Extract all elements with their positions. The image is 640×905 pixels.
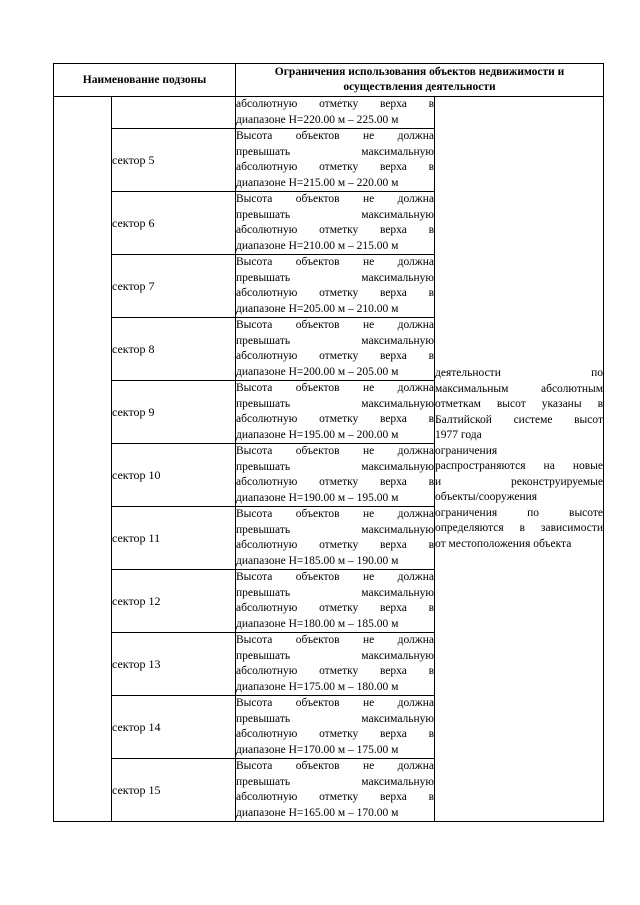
desc-line: Высота объектов не должна	[236, 319, 435, 331]
note-line: распространяются на новые	[435, 460, 604, 472]
desc-line: абсолютную отметку верха в	[236, 98, 435, 110]
header-subzone-name: Наименование подзоны	[54, 64, 236, 97]
sector-name: сектор 10	[112, 444, 236, 507]
desc-line: Высота объектов не должна	[236, 256, 435, 268]
note-line: 1977 года	[435, 429, 482, 441]
merged-left-cell	[54, 97, 112, 822]
sector-name: сектор 15	[112, 759, 236, 822]
note-line: Балтийской системе высот	[435, 413, 604, 426]
sector-name: сектор 9	[112, 381, 236, 444]
desc-line: превышать максимальную	[236, 271, 435, 284]
height-limit-cell	[236, 696, 435, 759]
sector-name: сектор 11	[112, 507, 236, 570]
note-line: ограничения по высоте	[435, 506, 604, 519]
desc-line: диапазоне Н=175.00 м – 180.00 м	[236, 680, 399, 693]
desc-line: диапазоне Н=200.00 м – 205.00 м	[236, 365, 399, 378]
note-line: максимальным абсолютным	[435, 382, 604, 395]
height-limit-cell	[236, 97, 435, 129]
desc-line: Высота объектов не должна	[236, 193, 435, 205]
desc-line: Высота объектов не должна	[236, 634, 435, 646]
height-limit-cell	[236, 507, 435, 570]
desc-line: Высота объектов не должна	[236, 508, 435, 520]
desc-line: диапазоне Н=195.00 м – 200.00 м	[236, 428, 399, 441]
desc-line: превышать максимальную	[236, 460, 435, 473]
height-limit-cell	[236, 255, 435, 318]
desc-line: Высота объектов не должна	[236, 760, 435, 772]
note-line: объекты/сооружения	[435, 491, 538, 503]
desc-line: превышать максимальную	[236, 712, 435, 725]
desc-line: абсолютную отметку верха в	[236, 665, 435, 677]
table-row-continued	[54, 97, 604, 129]
desc-line: Высота объектов не должна	[236, 697, 435, 709]
header-restrictions: Ограничения использования объектов недвижимости и осуществления деятельности	[236, 64, 604, 97]
desc-line: диапазоне Н=170.00 м – 175.00 м	[236, 743, 399, 756]
desc-line: абсолютную отметку верха в	[236, 791, 435, 803]
desc-line: абсолютную отметку верха в	[236, 350, 435, 362]
desc-line: превышать максимальную	[236, 649, 435, 662]
sector-name: сектор 12	[112, 570, 236, 633]
note-line: и реконструируемые	[435, 475, 604, 488]
desc-line: превышать максимальную	[236, 145, 435, 158]
sector-name: сектор 13	[112, 633, 236, 696]
desc-line: превышать максимальную	[236, 523, 435, 536]
desc-line: диапазоне Н=210.00 м – 215.00 м	[236, 239, 399, 252]
desc-line: диапазоне Н=215.00 м – 220.00 м	[236, 176, 399, 189]
desc-line: диапазоне Н=165.00 м – 170.00 м	[236, 806, 399, 819]
note-line: отметкам высот указаны в	[435, 398, 604, 410]
desc-line: превышать максимальную	[236, 208, 435, 221]
desc-line: диапазоне Н=205.00 м – 210.00 м	[236, 302, 399, 315]
desc-line: Высота объектов не должна	[236, 130, 435, 142]
desc-line: диапазоне Н=180.00 м – 185.00 м	[236, 617, 399, 630]
height-limit-cell	[236, 192, 435, 255]
desc-line: абсолютную отметку верха в	[236, 476, 435, 488]
desc-line: превышать максимальную	[236, 334, 435, 347]
desc-line: Высота объектов не должна	[236, 445, 435, 457]
desc-line: диапазоне Н=185.00 м – 190.00 м	[236, 554, 399, 567]
desc-line: абсолютную отметку верха в	[236, 161, 435, 173]
desc-line: абсолютную отметку верха в	[236, 539, 435, 551]
height-limit-cell	[236, 129, 435, 192]
height-limit-cell	[236, 759, 435, 822]
desc-line: абсолютную отметку верха в	[236, 728, 435, 740]
sector-name-cell-empty	[112, 97, 236, 129]
note-line: определяются в зависимости	[435, 522, 604, 534]
sector-name: сектор 7	[112, 255, 236, 318]
desc-line: абсолютную отметку верха в	[236, 224, 435, 236]
note-line: деятельности по	[435, 367, 604, 379]
desc-line: превышать максимальную	[236, 775, 435, 788]
sector-name: сектор 6	[112, 192, 236, 255]
general-note-cell	[435, 97, 604, 822]
height-limit-cell	[236, 570, 435, 633]
desc-line: превышать максимальную	[236, 586, 435, 599]
height-limit-cell	[236, 444, 435, 507]
restrictions-table	[53, 63, 604, 822]
desc-line: диапазоне Н=220.00 м – 225.00 м	[236, 113, 399, 126]
desc-line: Высота объектов не должна	[236, 382, 435, 394]
desc-line: абсолютную отметку верха в	[236, 602, 435, 614]
height-limit-cell	[236, 633, 435, 696]
table-header-row	[54, 64, 604, 97]
desc-line: диапазоне Н=190.00 м – 195.00 м	[236, 491, 399, 504]
sector-name: сектор 5	[112, 129, 236, 192]
sector-name: сектор 8	[112, 318, 236, 381]
note-line: от местоположения объекта	[435, 537, 572, 550]
sector-name: сектор 14	[112, 696, 236, 759]
note-line: ограничения	[435, 444, 498, 457]
desc-line: абсолютную отметку верха в	[236, 287, 435, 299]
desc-line: превышать максимальную	[236, 397, 435, 410]
desc-line: абсолютную отметку верха в	[236, 413, 435, 425]
height-limit-cell	[236, 381, 435, 444]
height-limit-cell	[236, 318, 435, 381]
desc-line: Высота объектов не должна	[236, 571, 435, 583]
